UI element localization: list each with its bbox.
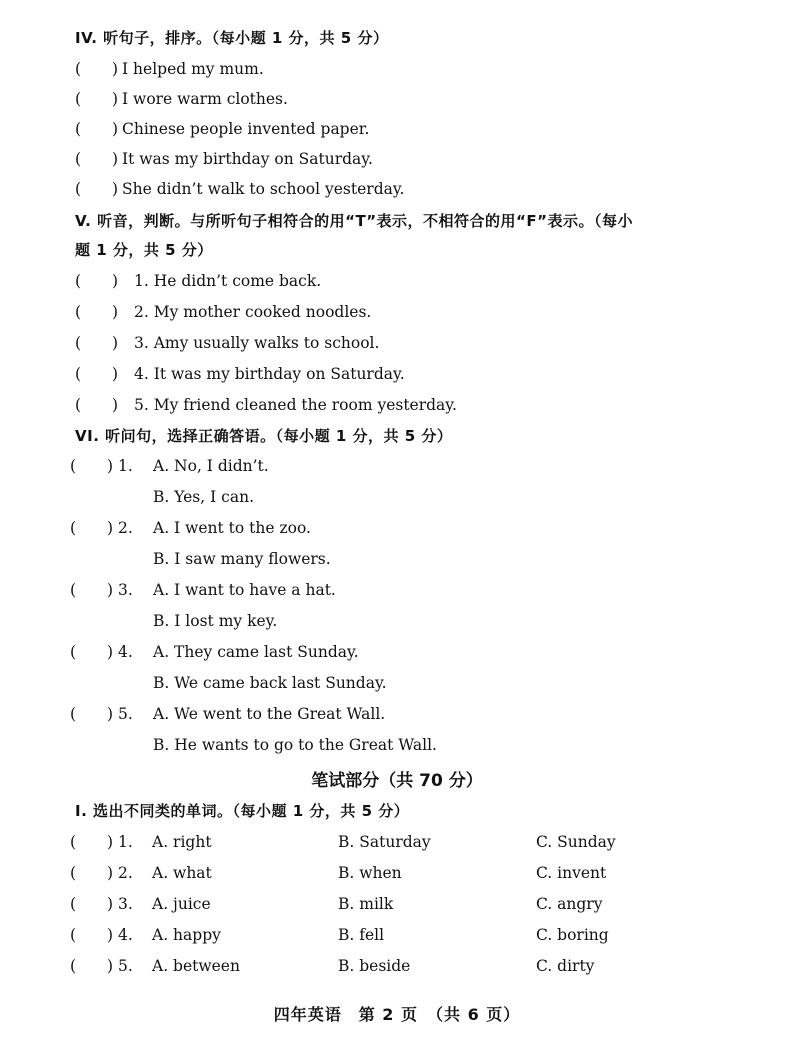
sentence: 2. My mother cooked noodles.: [134, 303, 372, 321]
answer-blank[interactable]: ( ): [70, 833, 114, 851]
option-b: B. beside: [338, 957, 411, 975]
option-a: A. I want to have a hat.: [153, 581, 336, 599]
option-c: C. invent: [536, 864, 607, 882]
option-a: A. We went to the Great Wall.: [153, 705, 386, 723]
option-a: A. juice: [152, 895, 211, 913]
question-number: 2.: [118, 864, 133, 882]
option-b: B. milk: [338, 895, 394, 913]
section-6-heading: VI. 听问句，选择正确答语。（每小题 1 分，共 5 分）: [75, 427, 453, 445]
answer-blank[interactable]: ( ): [75, 365, 119, 383]
answer-blank[interactable]: ( ): [75, 396, 119, 414]
answer-blank[interactable]: ( ): [75, 272, 119, 290]
section-4-heading: IV. 听句子，排序。（每小题 1 分，共 5 分）: [75, 29, 389, 47]
answer-blank[interactable]: ( ): [75, 334, 119, 352]
question-number: 2.: [118, 519, 133, 537]
question-number: 4.: [118, 926, 133, 944]
question-number: 1.: [118, 833, 133, 851]
answer-blank[interactable]: ( ): [70, 581, 114, 599]
written-section-1-heading: I. 选出不同类的单词。（每小题 1 分，共 5 分）: [75, 802, 410, 820]
answer-blank[interactable]: ( ): [75, 90, 119, 108]
sentence: It was my birthday on Saturday.: [122, 150, 373, 168]
page-footer: 四年英语 第 2 页 （共 6 页）: [273, 1005, 521, 1024]
option-a: A. I went to the zoo.: [153, 519, 311, 537]
sentence: She didn’t walk to school yesterday.: [122, 180, 405, 198]
answer-blank[interactable]: ( ): [75, 150, 119, 168]
question-number: 1.: [118, 457, 133, 475]
option-c: C. Sunday: [536, 833, 616, 851]
option-c: C. boring: [536, 926, 609, 944]
question-number: 5.: [118, 957, 133, 975]
sentence: Chinese people invented paper.: [122, 120, 370, 138]
option-b: B. He wants to go to the Great Wall.: [153, 736, 437, 754]
sentence: 1. He didn’t come back.: [134, 272, 322, 290]
option-b: B. when: [338, 864, 402, 882]
answer-blank[interactable]: ( ): [70, 519, 114, 537]
sentence: I helped my mum.: [122, 60, 264, 78]
option-a: A. No, I didn’t.: [153, 457, 269, 475]
option-a: A. what: [152, 864, 212, 882]
answer-blank[interactable]: ( ): [75, 180, 119, 198]
section-5-heading-line-2: 题 1 分，共 5 分）: [75, 241, 213, 259]
question-number: 4.: [118, 643, 133, 661]
answer-blank[interactable]: ( ): [75, 120, 119, 138]
question-number: 3.: [118, 581, 133, 599]
answer-blank[interactable]: ( ): [75, 60, 119, 78]
answer-blank[interactable]: ( ): [70, 643, 114, 661]
option-a: A. They came last Sunday.: [153, 643, 359, 661]
option-a: A. right: [152, 833, 212, 851]
answer-blank[interactable]: ( ): [75, 303, 119, 321]
answer-blank[interactable]: ( ): [70, 957, 114, 975]
sentence: 5. My friend cleaned the room yesterday.: [134, 396, 457, 414]
answer-blank[interactable]: ( ): [70, 705, 114, 723]
question-number: 3.: [118, 895, 133, 913]
written-part-title: 笔试部分（共 70 分）: [311, 771, 483, 791]
option-b: B. I lost my key.: [153, 612, 278, 630]
answer-blank[interactable]: ( ): [70, 926, 114, 944]
option-c: C. dirty: [536, 957, 595, 975]
option-b: B. We came back last Sunday.: [153, 674, 387, 692]
option-a: A. between: [152, 957, 240, 975]
option-c: C. angry: [536, 895, 603, 913]
question-number: 5.: [118, 705, 133, 723]
sentence: 4. It was my birthday on Saturday.: [134, 365, 405, 383]
option-a: A. happy: [152, 926, 221, 944]
option-b: B. fell: [338, 926, 385, 944]
option-b: B. Yes, I can.: [153, 488, 254, 506]
sentence: I wore warm clothes.: [122, 90, 288, 108]
answer-blank[interactable]: ( ): [70, 895, 114, 913]
answer-blank[interactable]: ( ): [70, 457, 114, 475]
answer-blank[interactable]: ( ): [70, 864, 114, 882]
option-b: B. I saw many flowers.: [153, 550, 331, 568]
sentence: 3. Amy usually walks to school.: [134, 334, 380, 352]
section-5-heading-line-1: V. 听音，判断。与所听句子相符合的用“T”表示，不相符合的用“F”表示。（每小: [75, 212, 634, 230]
option-b: B. Saturday: [338, 833, 431, 851]
